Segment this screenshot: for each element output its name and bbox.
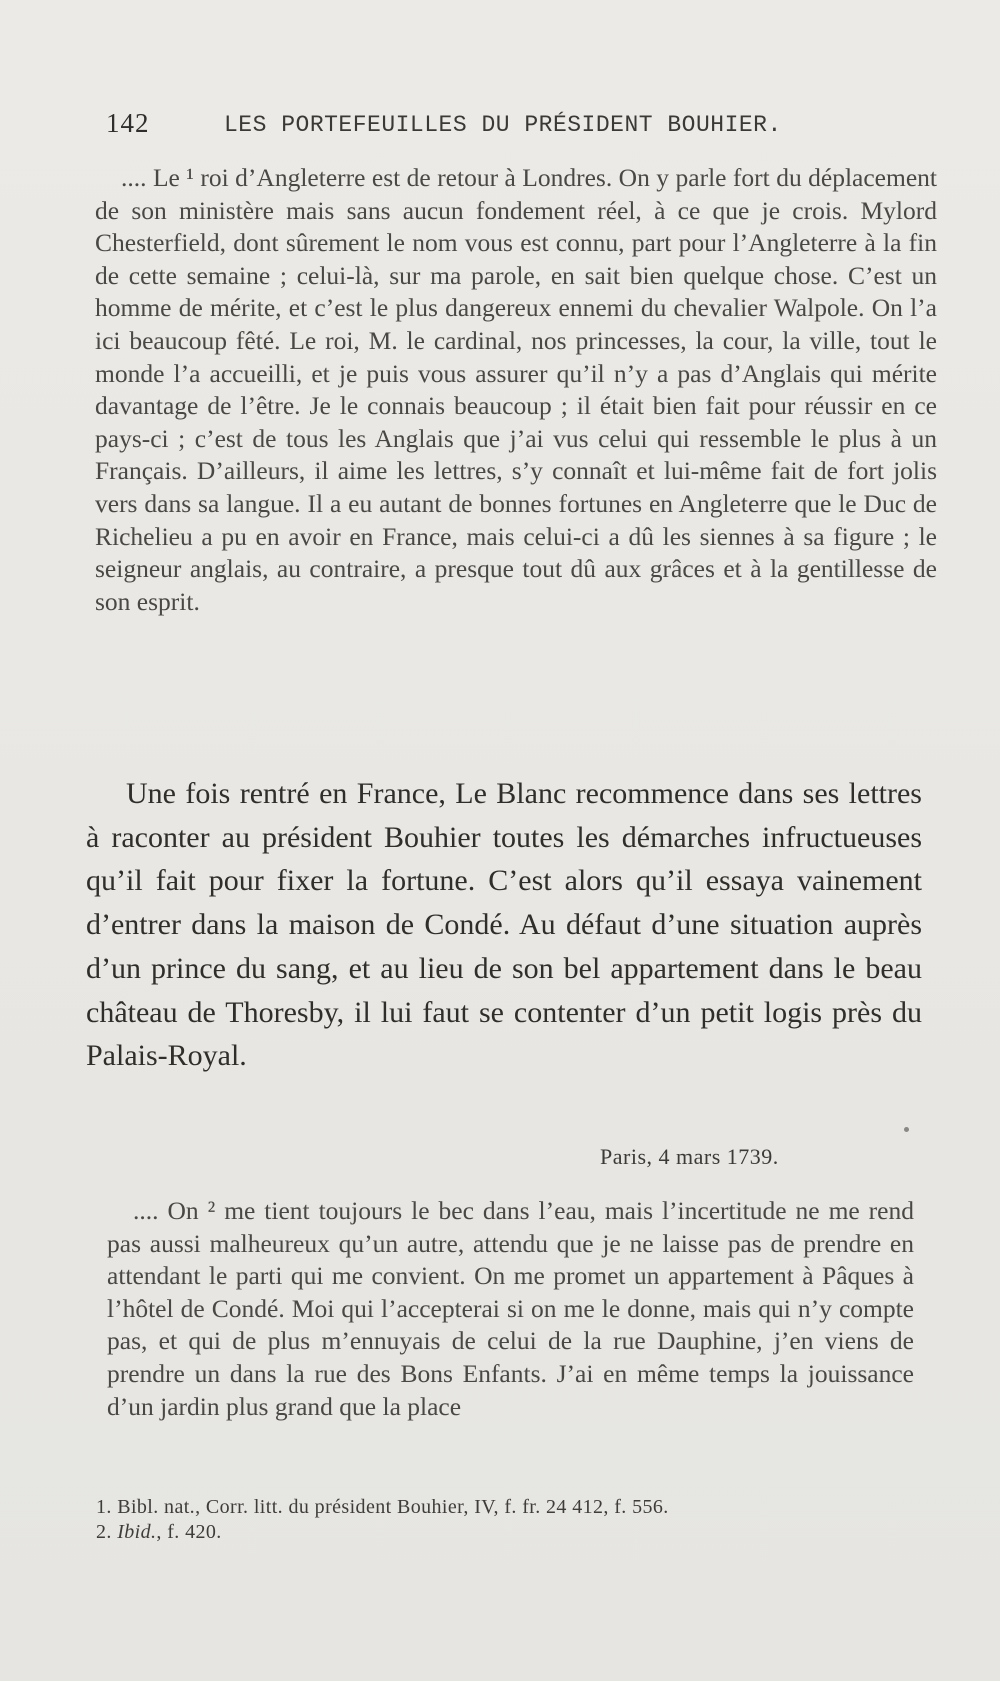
page-number: 142 — [106, 108, 150, 138]
footnote-2 — [96, 1520, 916, 1545]
body-paragraph: Une fois rentré en France, Le Blanc recommence dans ses lettres à raconter au président Bouhier toutes les démarches infructueuses qu’il fait pour fixer la fortune. C’est alors qu’il essaya vainement d’entrer dans la maison de Condé. Au défaut d’une situation auprès d’un prince du sang, et au lieu de son bel appartement dans le beau château de Thoresby, il lui faut se contenter d’un petit logis près du Palais-Royal. — [86, 777, 922, 1073]
footnote-2-number: 2. — [96, 1521, 118, 1543]
footnote-2-ref: , f. 420. — [156, 1521, 222, 1543]
footnote-2-ibid: Ibid. — [117, 1521, 157, 1543]
footnotes — [96, 1495, 916, 1545]
footnote-1: 1. Bibl. nat., Corr. litt. du président Bouhier, IV, f. fr. 24 412, f. 556. — [96, 1496, 669, 1518]
print-speck — [904, 1127, 909, 1132]
letter-excerpt-1: .... Le ¹ roi d’Angleterre est de retour à Londres. On y parle fort du déplacement de son ministère mais sans aucun fondement réel, à ce que je crois. Mylord Chesterfield, dont sûrement le nom vous est connu, part pour l’Angleterre à la fin de cette semaine ; celui-là, sur ma parole, en sait bien quelque chose. C’est un homme de mérite, et c’est le plus dangereux ennemi du chevalier Walpole. On l’a ici beaucoup fêté. Le roi, M. le cardinal, nos princesses, la cour, la ville, tout le monde l’a accueilli, et je puis vous assurer qu’il n’y a pas d’Anglais qui mérite davantage de l’être. Je le connais beaucoup ; il était bien fait pour réussir en ce pays-ci ; c’est de tous les Anglais que j’ai vus celui qui ressemble le plus à un Français. D’ailleurs, il aime les lettres, s’y connaît et lui-même fait de fort jolis vers dans sa langue. Il a eu autant de bonnes fortunes en Angleterre que le Duc de Richelieu a pu en avoir en France, mais celui-ci a dû les siennes à sa figure ; le seigneur anglais, au contraire, a presque tout dû aux grâces et à la gentillesse de son esprit. — [95, 163, 937, 616]
running-title: LES PORTEFEUILLES DU PRÉSIDENT BOUHIER. — [224, 112, 782, 138]
page-header — [106, 108, 841, 148]
letter-excerpt-2: .... On ² me tient toujours le bec dans l’eau, mais l’incertitude ne me rend pas aussi malheureux qu’un autre, attendu que je ne laisse pas de prendre en attendant le parti qui me convient. On me promet un appartement à Pâques à l’hôtel de Condé. Moi qui l’accepterai si on me le donne, mais qui n’y compte pas, et qui de plus m’ennuyais de celui de la rue Dauphine, j’en viens de prendre un dans la rue des Bons Enfants. J’ai en même temps la jouissance d’un jardin plus grand que la place — [107, 1196, 914, 1421]
letter-dateline: Paris, 4 mars 1739. — [600, 1144, 779, 1169]
